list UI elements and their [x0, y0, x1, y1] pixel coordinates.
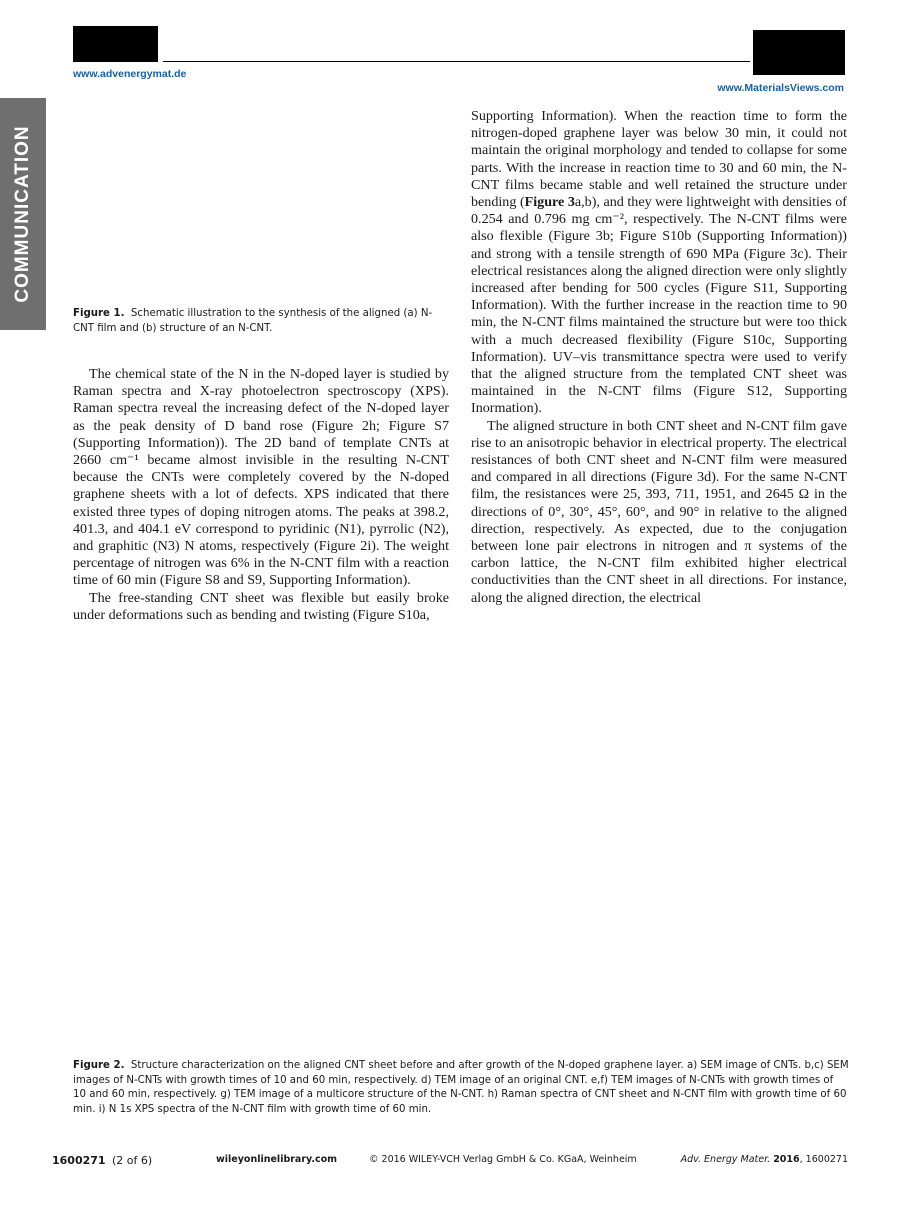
- footer-citation-number: , 1600271: [799, 1154, 848, 1165]
- figure2-image-area: [73, 650, 849, 1050]
- header-block-left: [73, 26, 158, 62]
- left-column: [73, 366, 449, 624]
- footer-page-info: [52, 1154, 152, 1167]
- left-paragraph-2: The free-standing CNT sheet was flexible but easily broke under deformations such as bending and twisting (Figure S10a,: [73, 589, 449, 623]
- publisher-url-link[interactable]: www.MaterialsViews.com: [717, 82, 844, 94]
- right-paragraph-1-b: a,b), and they were lightweight with densities of 0.254 and 0.796 mg cm⁻², respectively. The N-CNT films were also flexible (Figure 3b; Figure S10b (Supporting Information)) and strong with a tensile strength of 690 MPa (Figure 3c). Their electrical resistances along the aligned direction were only slightly increased after bending for 500 cycles (Figure S11, Supporting Information). With the further increase in the reaction time to 90 min, the N-CNT films maintained the structure but were too thick with a much decreased flexibility (Figure S10c, Supporting Information). UV–vis transmittance spectra were used to verify that the aligned structure from the templated CNT sheet was maintained in the N-CNT films (Figure S12, Supporting Inormation).: [471, 194, 847, 417]
- section-side-tab: [0, 98, 46, 330]
- header-block-right: [753, 30, 845, 75]
- figure1-image-area: [73, 108, 449, 298]
- left-paragraph-1: The chemical state of the N in the N-doped layer is studied by Raman spectra and X-ray photoelectron spectroscopy (XPS). Raman spectra reveal the increasing defect of the N-doped layer as the peak density of D band rose (Figure 2h; Figure S7 (Supporting Information)). The 2D band of template CNTs at 2660 cm⁻¹ became almost invisible in the resulting N-CNT because the CNTs were completely covered by the N-doped graphene sheets with a lot of defects. XPS indicated that there existed three types of doping nitrogen atoms. The peaks at 398.2, 401.3, and 404.1 eV correspond to pyridinic (N1), pyrrolic (N2), and graphitic (N3) N atoms, respectively (Figure 2i). The weight percentage of nitrogen was 6% in the N-CNT film with a reaction time of 60 min (Figure S8 and S9, Supporting Information).: [73, 366, 449, 589]
- footer-citation: [681, 1154, 848, 1165]
- figure1-caption: [73, 307, 451, 336]
- figure2-text: Structure characterization on the aligned CNT sheet before and after growth of the N-doped graphene layer. a) SEM image of CNTs. b,c) SEM images of N-CNTs with growth times of 10 and 60 min, respectively. d) TEM image of an original CNT. e,f) TEM images of N-CNTs with growth times of 10 and 60 min, respectively. g) TEM image of a multicore structure of the N-CNT. h) Raman spectra of CNT sheet and N-CNT film with growth time of 60 min. i) N 1s XPS spectra of the N-CNT film with growth time of 60 min.: [73, 1060, 849, 1115]
- footer-article-number: 1600271: [52, 1154, 106, 1167]
- footer-copyright: © 2016 WILEY-VCH Verlag GmbH & Co. KGaA, Weinheim: [369, 1154, 637, 1165]
- header-rule: [163, 61, 750, 62]
- footer-site-link[interactable]: wileyonlinelibrary.com: [216, 1154, 338, 1165]
- right-column: [471, 108, 847, 607]
- right-paragraph-1: [471, 108, 847, 418]
- figure2-caption: [73, 1059, 849, 1117]
- right-paragraph-1-a: Supporting Information). When the reaction time to form the nitrogen-doped graphene layer was below 30 min, it could not maintain the original morphology and tended to collapse for some parts. With the increase in reaction time to 30 and 60 min, the N-CNT films became stable and well retained the structure under bending (: [471, 108, 847, 211]
- figure3-reference: Figure 3: [524, 194, 575, 211]
- footer-page: (2 of 6): [111, 1154, 153, 1167]
- footer-year: 2016: [773, 1154, 800, 1165]
- right-paragraph-2: The aligned structure in both CNT sheet and N-CNT film gave rise to an anisotropic behavior in electrical property. The electrical resistances of both CNT sheet and N-CNT film were measured and compared in all directions (Figure 3d). For the same N-CNT film, the resistances were 25, 393, 711, 1951, and 2645 Ω in the directions of 0°, 30°, 45°, 60°, and 90° in relative to the aligned direction, respectively. As expected, due to the conjugation between lone pair electrons in nitrogen and π systems of the carbon lattice, the N-CNT film exhibited higher electrical conductivities than the CNT sheet in all directions. For instance, along the aligned direction, the electrical: [471, 417, 847, 606]
- journal-url-link[interactable]: www.advenergymat.de: [73, 68, 187, 80]
- footer-journal: Adv. Energy Mater.: [680, 1154, 771, 1165]
- figure1-label: Figure 1.: [73, 308, 125, 319]
- figure2-label: Figure 2.: [73, 1060, 125, 1071]
- figure1-text: Schematic illustration to the synthesis of the aligned (a) N-CNT film and (b) structure of an N-CNT.: [73, 308, 433, 334]
- section-side-label: COMMUNICATION: [12, 125, 33, 303]
